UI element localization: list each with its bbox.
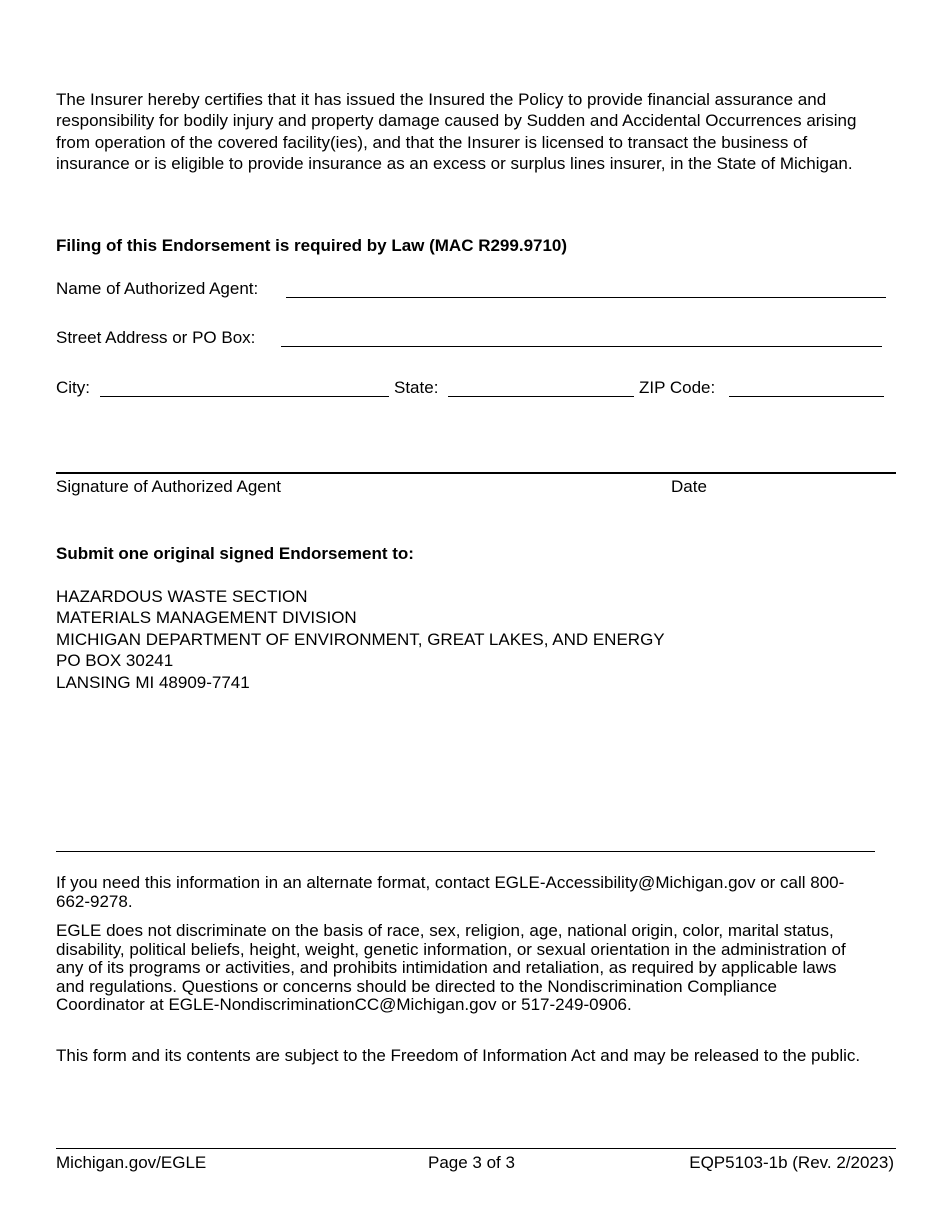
signature-line[interactable] [56,472,896,474]
filing-heading: Filing of this Endorsement is required by Law (MAC R299.9710) [56,236,568,255]
signature-label: Signature of Authorized Agent [56,477,281,496]
certification-paragraph: The Insurer hereby certifies that it has issued the Insured the Policy to provide financial assurance and responsibility for bodily injury and property damage caused by Sudden and Accidental Occurrences arising from operation of the covered facility(ies), and that the Insurer is licensed to transact the business of insurance or is eligible to provide insurance as an excess or surplus lines insurer, in the State of Michigan. [56,90,857,173]
street-address-label: Street Address or PO Box: [56,328,256,347]
address-line: MICHIGAN DEPARTMENT OF ENVIRONMENT, GREAT LAKES, AND ENERGY [56,630,665,649]
zip-field[interactable] [729,396,884,397]
footer-page-number: Page 3 of 3 [428,1153,515,1172]
agent-name-label: Name of Authorized Agent: [56,279,259,298]
section-divider [56,851,875,852]
address-line: MATERIALS MANAGEMENT DIVISION [56,608,357,627]
nondiscrimination-notice: EGLE does not discriminate on the basis of race, sex, religion, age, national origin, color, marital status, disability, political beliefs, height, weight, genetic information, or sexual orientation in the administration of any of its programs or activities, and prohibits intimidation and retaliation, as required by applicable laws and regulations. Questions or concerns should be directed to the Nondiscrimination Compliance Coordinator at EGLE-NondiscriminationCC@Michigan.gov or 517-249-0906. [56,921,846,1014]
footer-rule [56,1148,896,1149]
footer-form-number: EQP5103-1b (Rev. 2/2023) [689,1153,894,1172]
address-line: LANSING MI 48909-7741 [56,673,250,692]
city-field[interactable] [100,396,389,397]
submit-heading: Submit one original signed Endorsement to: [56,544,414,563]
address-line: HAZARDOUS WASTE SECTION [56,587,308,606]
foia-notice: This form and its contents are subject to the Freedom of Information Act and may be released to the public. [56,1046,861,1065]
footer-website: Michigan.gov/EGLE [56,1153,207,1172]
address-line: PO BOX 30241 [56,651,174,670]
street-address-field[interactable] [281,346,882,347]
state-field[interactable] [448,396,634,397]
date-label: Date [671,477,707,496]
agent-name-field[interactable] [286,297,886,298]
alternate-format-notice: If you need this information in an alternate format, contact EGLE-Accessibility@Michigan.gov or call 800-662-9278. [56,873,845,911]
state-label: State: [394,378,439,397]
city-label: City: [56,378,90,397]
zip-label: ZIP Code: [639,378,716,397]
